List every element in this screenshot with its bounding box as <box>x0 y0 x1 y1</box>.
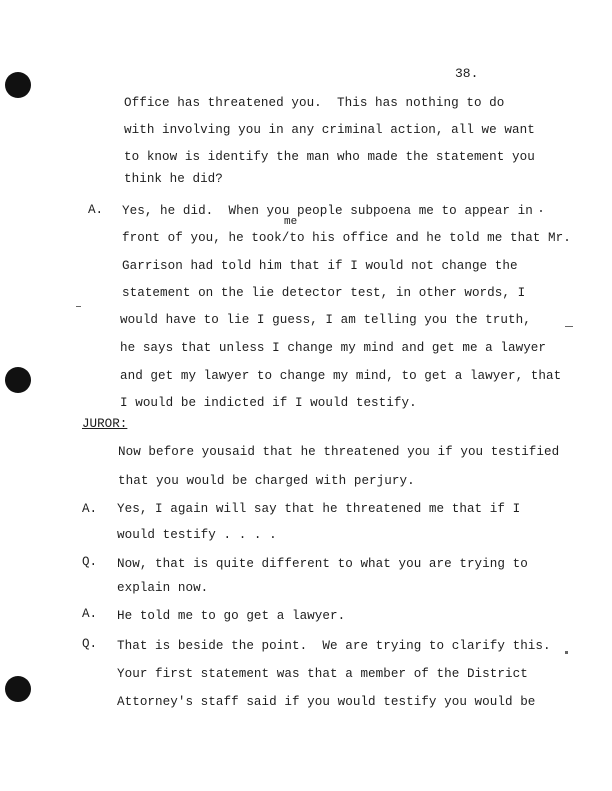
text-line: He told me to go get a lawyer. <box>117 609 346 623</box>
text-line: explain now. <box>117 581 209 595</box>
text-line: I would be indicted if I would testify. <box>120 396 417 410</box>
text-line: Yes, I again will say that he threatened me that if I <box>117 502 521 516</box>
text-line: with involving you in any criminal action, all we want <box>124 123 535 137</box>
speaker-label-question: Q. <box>82 555 98 569</box>
text-line: to know is identify the man who made the statement you <box>124 150 535 164</box>
scan-speck <box>565 651 568 654</box>
binder-hole-bottom <box>5 676 31 702</box>
text-line: Office has threatened you. This has nothing to do <box>124 96 505 110</box>
text-line: Now before yousaid that he threatened you if you testified <box>118 445 560 459</box>
text-line: That is beside the point. We are trying to clarify this. <box>117 639 551 653</box>
page-number: 38. <box>455 66 479 81</box>
text-line: front of you, he took/to his office and he told me that Mr. <box>122 231 571 245</box>
text-line: Garrison had told him that if I would not change the <box>122 259 518 273</box>
superscript-insert: me <box>284 216 298 228</box>
speaker-label-answer: A. <box>82 607 98 621</box>
text-line: would testify . . . . <box>117 528 277 542</box>
speaker-label-answer: A. <box>88 203 104 217</box>
speaker-label-answer: A. <box>82 502 98 516</box>
text-line: Attorney's staff said if you would testify you would be <box>117 695 536 709</box>
scan-speck <box>76 306 81 307</box>
text-line: Yes, he did. When you people subpoena me to appear in <box>122 204 533 218</box>
binder-hole-top <box>5 72 31 98</box>
scan-speck <box>565 326 573 327</box>
juror-heading: JUROR: <box>82 417 128 431</box>
text-line: think he did? <box>124 172 223 186</box>
binder-hole-middle <box>5 367 31 393</box>
text-line: Now, that is quite different to what you are trying to <box>117 557 528 571</box>
text-line: and get my lawyer to change my mind, to get a lawyer, that <box>120 369 562 383</box>
scan-speck <box>540 210 542 212</box>
text-line: statement on the lie detector test, in other words, I <box>122 286 526 300</box>
text-line: Your first statement was that a member of the District <box>117 667 528 681</box>
speaker-label-question: Q. <box>82 637 98 651</box>
text-line: that you would be charged with perjury. <box>118 474 415 488</box>
text-line: he says that unless I change my mind and get me a lawyer <box>120 341 547 355</box>
text-line: would have to lie I guess, I am telling you the truth, <box>120 313 531 327</box>
